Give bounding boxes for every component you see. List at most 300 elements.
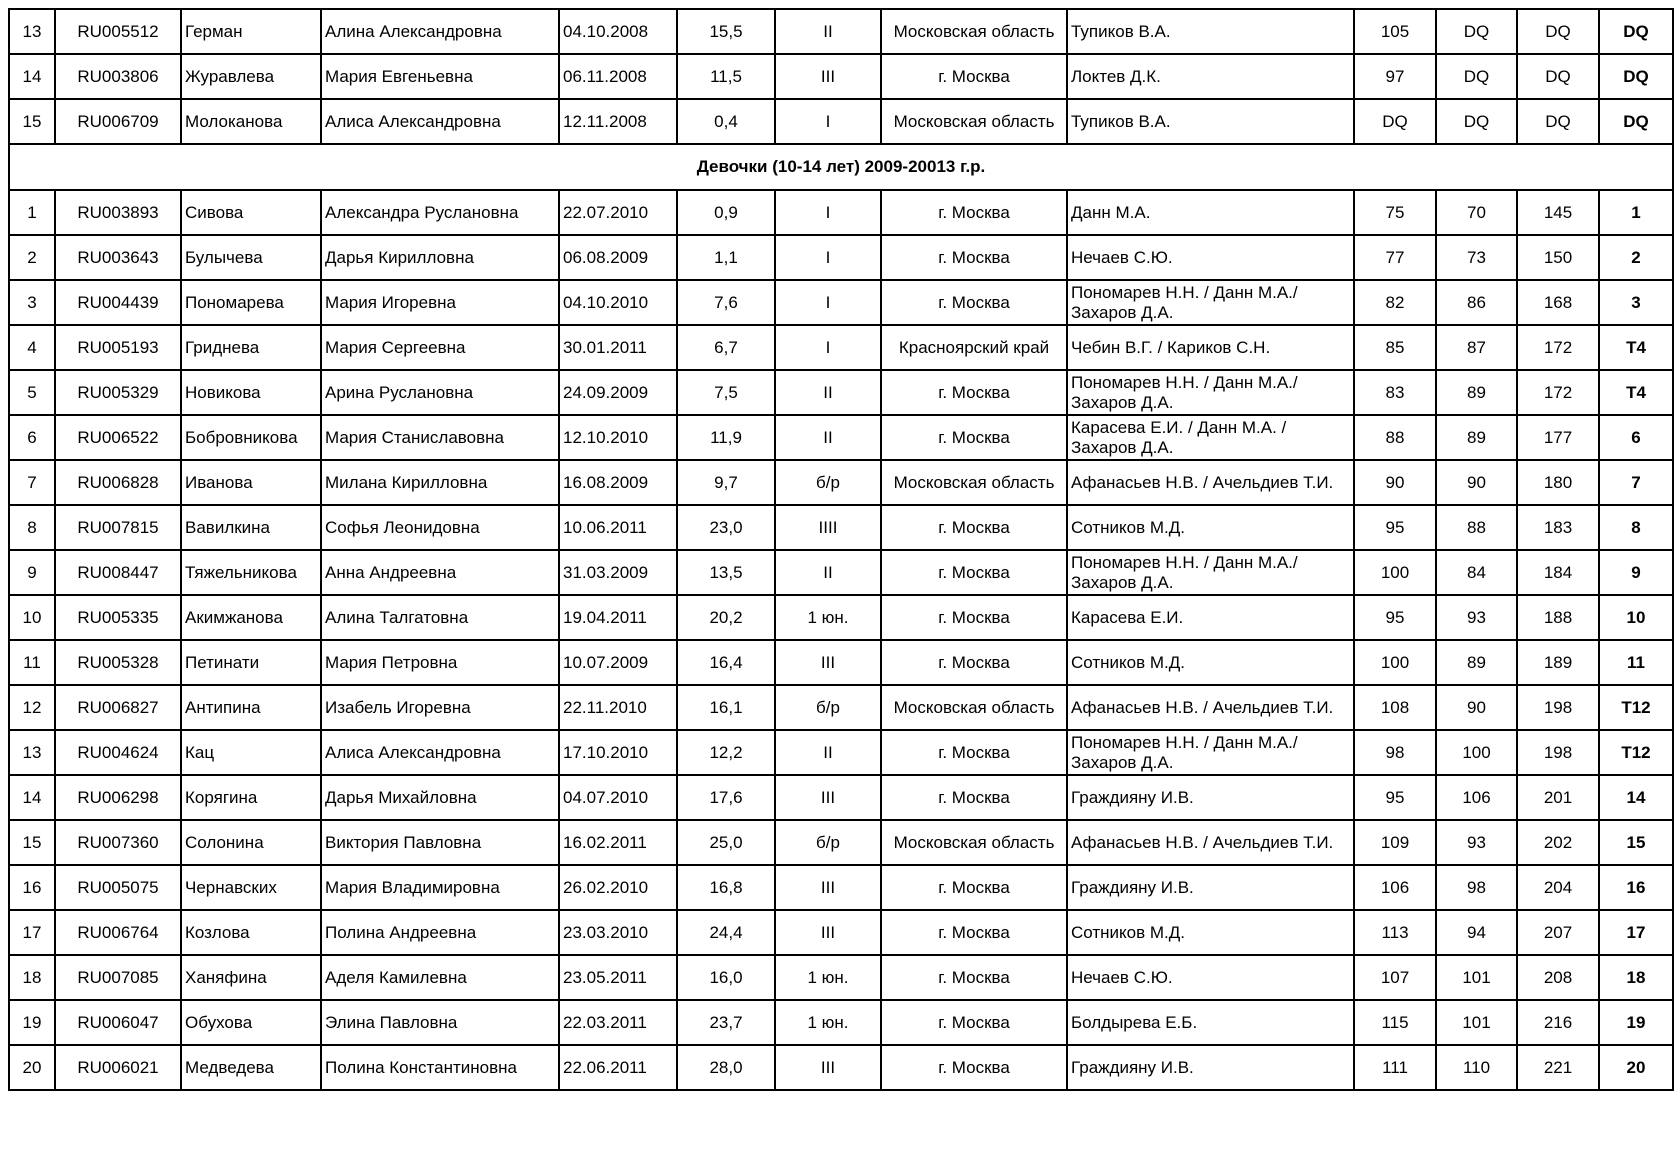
place-number-cell: 12 (9, 685, 55, 730)
handicap-cell: 15,5 (677, 9, 775, 54)
place-number-cell: 1 (9, 190, 55, 235)
last-name-cell: Тяжельникова (181, 550, 321, 595)
table-row (9, 1000, 1673, 1045)
category-cell: 1 юн. (775, 955, 881, 1000)
coach-cell: Тупиков В.А. (1067, 9, 1354, 54)
round1-cell: 95 (1354, 595, 1436, 640)
birth-date-cell: 24.09.2009 (559, 370, 677, 415)
category-cell: II (775, 550, 881, 595)
handicap-cell: 1,1 (677, 235, 775, 280)
total-cell: 201 (1517, 775, 1599, 820)
final-place-cell: 7 (1599, 460, 1673, 505)
round1-cell: 100 (1354, 640, 1436, 685)
last-name-cell: Обухова (181, 1000, 321, 1045)
round1-cell: 106 (1354, 865, 1436, 910)
first-name-cell: Арина Руслановна (321, 370, 559, 415)
place-number-cell: 14 (9, 775, 55, 820)
player-id-cell: RU003893 (55, 190, 181, 235)
first-name-cell: Виктория Павловна (321, 820, 559, 865)
category-cell: III (775, 865, 881, 910)
last-name-cell: Петинати (181, 640, 321, 685)
coach-cell: Граждияну И.В. (1067, 775, 1354, 820)
last-name-cell: Журавлева (181, 54, 321, 99)
coach-cell: Карасева Е.И. / Данн М.А. / Захаров Д.А. (1067, 415, 1354, 460)
total-cell: 180 (1517, 460, 1599, 505)
place-number-cell: 14 (9, 54, 55, 99)
round1-cell: 75 (1354, 190, 1436, 235)
first-name-cell: Алиса Александровна (321, 730, 559, 775)
birth-date-cell: 31.03.2009 (559, 550, 677, 595)
total-cell: DQ (1517, 54, 1599, 99)
place-number-cell: 5 (9, 370, 55, 415)
round2-cell: 93 (1436, 820, 1517, 865)
handicap-cell: 12,2 (677, 730, 775, 775)
player-id-cell: RU006827 (55, 685, 181, 730)
region-cell: г. Москва (881, 865, 1067, 910)
last-name-cell: Гриднева (181, 325, 321, 370)
coach-cell: Локтев Д.К. (1067, 54, 1354, 99)
round2-cell: 101 (1436, 1000, 1517, 1045)
coach-cell: Болдырева Е.Б. (1067, 1000, 1354, 1045)
round1-cell: 88 (1354, 415, 1436, 460)
coach-cell: Афанасьев Н.В. / Ачельдиев Т.И. (1067, 820, 1354, 865)
handicap-cell: 6,7 (677, 325, 775, 370)
birth-date-cell: 30.01.2011 (559, 325, 677, 370)
table-row (9, 955, 1673, 1000)
table-row (9, 460, 1673, 505)
final-place-cell: 10 (1599, 595, 1673, 640)
player-id-cell: RU006522 (55, 415, 181, 460)
last-name-cell: Пономарева (181, 280, 321, 325)
final-place-cell: DQ (1599, 9, 1673, 54)
round1-cell: 115 (1354, 1000, 1436, 1045)
final-place-cell: 8 (1599, 505, 1673, 550)
coach-cell: Граждияну И.В. (1067, 865, 1354, 910)
total-cell: 145 (1517, 190, 1599, 235)
first-name-cell: Мария Сергеевна (321, 325, 559, 370)
coach-cell: Сотников М.Д. (1067, 640, 1354, 685)
handicap-cell: 13,5 (677, 550, 775, 595)
round2-cell: 98 (1436, 865, 1517, 910)
first-name-cell: Алина Александровна (321, 9, 559, 54)
final-place-cell: T4 (1599, 370, 1673, 415)
last-name-cell: Герман (181, 9, 321, 54)
round1-cell: 77 (1354, 235, 1436, 280)
category-cell: I (775, 235, 881, 280)
place-number-cell: 6 (9, 415, 55, 460)
birth-date-cell: 06.11.2008 (559, 54, 677, 99)
category-cell: II (775, 370, 881, 415)
last-name-cell: Иванова (181, 460, 321, 505)
round1-cell: 83 (1354, 370, 1436, 415)
table-row (9, 865, 1673, 910)
table-row (9, 1045, 1673, 1090)
handicap-cell: 0,9 (677, 190, 775, 235)
final-place-cell: T12 (1599, 685, 1673, 730)
place-number-cell: 4 (9, 325, 55, 370)
round2-cell: DQ (1436, 54, 1517, 99)
region-cell: Красноярский край (881, 325, 1067, 370)
round2-cell: DQ (1436, 99, 1517, 144)
coach-cell: Чебин В.Г. / Кариков С.Н. (1067, 325, 1354, 370)
round2-cell: 110 (1436, 1045, 1517, 1090)
round2-cell: 87 (1436, 325, 1517, 370)
round2-cell: 89 (1436, 415, 1517, 460)
coach-cell: Сотников М.Д. (1067, 505, 1354, 550)
first-name-cell: Дарья Кирилловна (321, 235, 559, 280)
coach-cell: Карасева Е.И. (1067, 595, 1354, 640)
player-id-cell: RU003643 (55, 235, 181, 280)
region-cell: Московская область (881, 9, 1067, 54)
player-id-cell: RU005329 (55, 370, 181, 415)
round2-cell: 106 (1436, 775, 1517, 820)
region-cell: г. Москва (881, 370, 1067, 415)
category-cell: б/р (775, 460, 881, 505)
last-name-cell: Антипина (181, 685, 321, 730)
total-cell: 188 (1517, 595, 1599, 640)
round2-cell: 88 (1436, 505, 1517, 550)
coach-cell: Граждияну И.В. (1067, 1045, 1354, 1090)
round2-cell: 94 (1436, 910, 1517, 955)
final-place-cell: 15 (1599, 820, 1673, 865)
final-place-cell: 9 (1599, 550, 1673, 595)
round1-cell: 113 (1354, 910, 1436, 955)
total-cell: 198 (1517, 685, 1599, 730)
last-name-cell: Молоканова (181, 99, 321, 144)
table-row (9, 415, 1673, 460)
handicap-cell: 20,2 (677, 595, 775, 640)
place-number-cell: 13 (9, 730, 55, 775)
handicap-cell: 16,1 (677, 685, 775, 730)
first-name-cell: Милана Кирилловна (321, 460, 559, 505)
first-name-cell: Полина Константиновна (321, 1045, 559, 1090)
region-cell: г. Москва (881, 505, 1067, 550)
region-cell: г. Москва (881, 54, 1067, 99)
handicap-cell: 16,0 (677, 955, 775, 1000)
category-cell: I (775, 280, 881, 325)
handicap-cell: 9,7 (677, 460, 775, 505)
handicap-cell: 11,5 (677, 54, 775, 99)
total-cell: 202 (1517, 820, 1599, 865)
final-place-cell: 18 (1599, 955, 1673, 1000)
player-id-cell: RU004624 (55, 730, 181, 775)
last-name-cell: Булычева (181, 235, 321, 280)
first-name-cell: Дарья Михайловна (321, 775, 559, 820)
category-cell: IIII (775, 505, 881, 550)
table-row (9, 775, 1673, 820)
player-id-cell: RU006828 (55, 460, 181, 505)
final-place-cell: 1 (1599, 190, 1673, 235)
table-row (9, 370, 1673, 415)
place-number-cell: 13 (9, 9, 55, 54)
birth-date-cell: 16.08.2009 (559, 460, 677, 505)
handicap-cell: 23,0 (677, 505, 775, 550)
first-name-cell: Мария Игоревна (321, 280, 559, 325)
first-name-cell: Александра Руслановна (321, 190, 559, 235)
round2-cell: 93 (1436, 595, 1517, 640)
round2-cell: DQ (1436, 9, 1517, 54)
round2-cell: 101 (1436, 955, 1517, 1000)
total-cell: 183 (1517, 505, 1599, 550)
total-cell: 198 (1517, 730, 1599, 775)
last-name-cell: Чернавских (181, 865, 321, 910)
region-cell: г. Москва (881, 1000, 1067, 1045)
total-cell: 184 (1517, 550, 1599, 595)
round2-cell: 90 (1436, 685, 1517, 730)
round2-cell: 90 (1436, 460, 1517, 505)
region-cell: г. Москва (881, 730, 1067, 775)
table-row (9, 235, 1673, 280)
table-row (9, 730, 1673, 775)
round2-cell: 100 (1436, 730, 1517, 775)
last-name-cell: Ханяфина (181, 955, 321, 1000)
last-name-cell: Бобровникова (181, 415, 321, 460)
birth-date-cell: 22.07.2010 (559, 190, 677, 235)
final-place-cell: 20 (1599, 1045, 1673, 1090)
round1-cell: 82 (1354, 280, 1436, 325)
player-id-cell: RU003806 (55, 54, 181, 99)
birth-date-cell: 04.10.2008 (559, 9, 677, 54)
category-cell: III (775, 54, 881, 99)
table-row (9, 595, 1673, 640)
category-cell: II (775, 9, 881, 54)
place-number-cell: 10 (9, 595, 55, 640)
girls-10-14-rows (9, 190, 1673, 1090)
round1-cell: 90 (1354, 460, 1436, 505)
last-name-cell: Акимжанова (181, 595, 321, 640)
final-place-cell: 3 (1599, 280, 1673, 325)
birth-date-cell: 04.10.2010 (559, 280, 677, 325)
place-number-cell: 2 (9, 235, 55, 280)
player-id-cell: RU005512 (55, 9, 181, 54)
place-number-cell: 15 (9, 99, 55, 144)
birth-date-cell: 22.06.2011 (559, 1045, 677, 1090)
place-number-cell: 3 (9, 280, 55, 325)
round2-cell: 70 (1436, 190, 1517, 235)
player-id-cell: RU006764 (55, 910, 181, 955)
birth-date-cell: 16.02.2011 (559, 820, 677, 865)
last-name-cell: Кац (181, 730, 321, 775)
category-cell: III (775, 1045, 881, 1090)
round1-cell: 107 (1354, 955, 1436, 1000)
player-id-cell: RU005335 (55, 595, 181, 640)
total-cell: DQ (1517, 99, 1599, 144)
total-cell: 207 (1517, 910, 1599, 955)
region-cell: Московская область (881, 685, 1067, 730)
total-cell: 221 (1517, 1045, 1599, 1090)
handicap-cell: 25,0 (677, 820, 775, 865)
region-cell: г. Москва (881, 550, 1067, 595)
handicap-cell: 16,8 (677, 865, 775, 910)
birth-date-cell: 10.07.2009 (559, 640, 677, 685)
table-row (9, 910, 1673, 955)
birth-date-cell: 12.11.2008 (559, 99, 677, 144)
total-cell: 168 (1517, 280, 1599, 325)
player-id-cell: RU007815 (55, 505, 181, 550)
category-cell: III (775, 910, 881, 955)
table-row (9, 640, 1673, 685)
place-number-cell: 8 (9, 505, 55, 550)
player-id-cell: RU008447 (55, 550, 181, 595)
round2-cell: 84 (1436, 550, 1517, 595)
category-cell: 1 юн. (775, 1000, 881, 1045)
category-cell: б/р (775, 820, 881, 865)
total-cell: 204 (1517, 865, 1599, 910)
birth-date-cell: 12.10.2010 (559, 415, 677, 460)
first-name-cell: Софья Леонидовна (321, 505, 559, 550)
table-row (9, 54, 1673, 99)
category-cell: 1 юн. (775, 595, 881, 640)
region-cell: г. Москва (881, 910, 1067, 955)
final-place-cell: 17 (1599, 910, 1673, 955)
table-row (9, 99, 1673, 144)
player-id-cell: RU006298 (55, 775, 181, 820)
first-name-cell: Мария Петровна (321, 640, 559, 685)
section-header-group (9, 144, 1673, 190)
category-cell: III (775, 640, 881, 685)
player-id-cell: RU005328 (55, 640, 181, 685)
table-row (9, 280, 1673, 325)
round1-cell: 109 (1354, 820, 1436, 865)
total-cell: 172 (1517, 370, 1599, 415)
round2-cell: 86 (1436, 280, 1517, 325)
category-cell: II (775, 730, 881, 775)
last-name-cell: Медведева (181, 1045, 321, 1090)
category-cell: I (775, 190, 881, 235)
place-number-cell: 17 (9, 910, 55, 955)
handicap-cell: 11,9 (677, 415, 775, 460)
player-id-cell: RU004439 (55, 280, 181, 325)
table-row (9, 325, 1673, 370)
section-header-row (9, 144, 1673, 190)
last-name-cell: Козлова (181, 910, 321, 955)
region-cell: г. Москва (881, 1045, 1067, 1090)
place-number-cell: 9 (9, 550, 55, 595)
table-row (9, 9, 1673, 54)
category-cell: II (775, 415, 881, 460)
place-number-cell: 16 (9, 865, 55, 910)
birth-date-cell: 22.11.2010 (559, 685, 677, 730)
table-row (9, 190, 1673, 235)
total-cell: 216 (1517, 1000, 1599, 1045)
birth-date-cell: 23.05.2011 (559, 955, 677, 1000)
category-cell: I (775, 99, 881, 144)
coach-cell: Нечаев С.Ю. (1067, 235, 1354, 280)
first-name-cell: Аделя Камилевна (321, 955, 559, 1000)
final-place-cell: 19 (1599, 1000, 1673, 1045)
final-place-cell: DQ (1599, 99, 1673, 144)
birth-date-cell: 04.07.2010 (559, 775, 677, 820)
round1-cell: 98 (1354, 730, 1436, 775)
round1-cell: 108 (1354, 685, 1436, 730)
player-id-cell: RU005075 (55, 865, 181, 910)
round1-cell: 85 (1354, 325, 1436, 370)
place-number-cell: 7 (9, 460, 55, 505)
total-cell: 172 (1517, 325, 1599, 370)
table-row (9, 505, 1673, 550)
total-cell: 208 (1517, 955, 1599, 1000)
birth-date-cell: 06.08.2009 (559, 235, 677, 280)
total-cell: 150 (1517, 235, 1599, 280)
place-number-cell: 15 (9, 820, 55, 865)
round2-cell: 89 (1436, 370, 1517, 415)
coach-cell: Пономарев Н.Н. / Данн М.А./ Захаров Д.А. (1067, 280, 1354, 325)
region-cell: Московская область (881, 460, 1067, 505)
first-name-cell: Анна Андреевна (321, 550, 559, 595)
place-number-cell: 18 (9, 955, 55, 1000)
total-cell: 177 (1517, 415, 1599, 460)
round1-cell: 111 (1354, 1045, 1436, 1090)
round1-cell: 97 (1354, 54, 1436, 99)
player-id-cell: RU005193 (55, 325, 181, 370)
coach-cell: Нечаев С.Ю. (1067, 955, 1354, 1000)
coach-cell: Тупиков В.А. (1067, 99, 1354, 144)
birth-date-cell: 22.03.2011 (559, 1000, 677, 1045)
round1-cell: 95 (1354, 505, 1436, 550)
last-name-cell: Новикова (181, 370, 321, 415)
first-name-cell: Полина Андреевна (321, 910, 559, 955)
table-row (9, 820, 1673, 865)
first-name-cell: Алина Талгатовна (321, 595, 559, 640)
section-title: Девочки (10-14 лет) 2009-20013 г.р. (9, 144, 1673, 190)
region-cell: г. Москва (881, 595, 1067, 640)
round1-cell: 105 (1354, 9, 1436, 54)
handicap-cell: 7,5 (677, 370, 775, 415)
coach-cell: Пономарев Н.Н. / Данн М.А./ Захаров Д.А. (1067, 370, 1354, 415)
birth-date-cell: 19.04.2011 (559, 595, 677, 640)
total-cell: 189 (1517, 640, 1599, 685)
category-cell: III (775, 775, 881, 820)
final-place-cell: 14 (1599, 775, 1673, 820)
coach-cell: Афанасьев Н.В. / Ачельдиев Т.И. (1067, 460, 1354, 505)
last-name-cell: Сивова (181, 190, 321, 235)
player-id-cell: RU007085 (55, 955, 181, 1000)
final-place-cell: 16 (1599, 865, 1673, 910)
category-cell: I (775, 325, 881, 370)
previous-group-rows (9, 9, 1673, 144)
handicap-cell: 28,0 (677, 1045, 775, 1090)
round1-cell: 95 (1354, 775, 1436, 820)
round1-cell: DQ (1354, 99, 1436, 144)
round2-cell: 89 (1436, 640, 1517, 685)
birth-date-cell: 17.10.2010 (559, 730, 677, 775)
handicap-cell: 7,6 (677, 280, 775, 325)
place-number-cell: 19 (9, 1000, 55, 1045)
coach-cell: Афанасьев Н.В. / Ачельдиев Т.И. (1067, 685, 1354, 730)
results-table (8, 8, 1674, 1091)
region-cell: г. Москва (881, 415, 1067, 460)
final-place-cell: T4 (1599, 325, 1673, 370)
player-id-cell: RU006709 (55, 99, 181, 144)
last-name-cell: Вавилкина (181, 505, 321, 550)
table-row (9, 550, 1673, 595)
player-id-cell: RU007360 (55, 820, 181, 865)
player-id-cell: RU006021 (55, 1045, 181, 1090)
handicap-cell: 0,4 (677, 99, 775, 144)
birth-date-cell: 26.02.2010 (559, 865, 677, 910)
handicap-cell: 16,4 (677, 640, 775, 685)
first-name-cell: Алиса Александровна (321, 99, 559, 144)
coach-cell: Пономарев Н.Н. / Данн М.А./ Захаров Д.А. (1067, 730, 1354, 775)
place-number-cell: 11 (9, 640, 55, 685)
final-place-cell: T12 (1599, 730, 1673, 775)
coach-cell: Пономарев Н.Н. / Данн М.А./ Захаров Д.А. (1067, 550, 1354, 595)
region-cell: г. Москва (881, 775, 1067, 820)
first-name-cell: Мария Владимировна (321, 865, 559, 910)
player-id-cell: RU006047 (55, 1000, 181, 1045)
last-name-cell: Корягина (181, 775, 321, 820)
total-cell: DQ (1517, 9, 1599, 54)
